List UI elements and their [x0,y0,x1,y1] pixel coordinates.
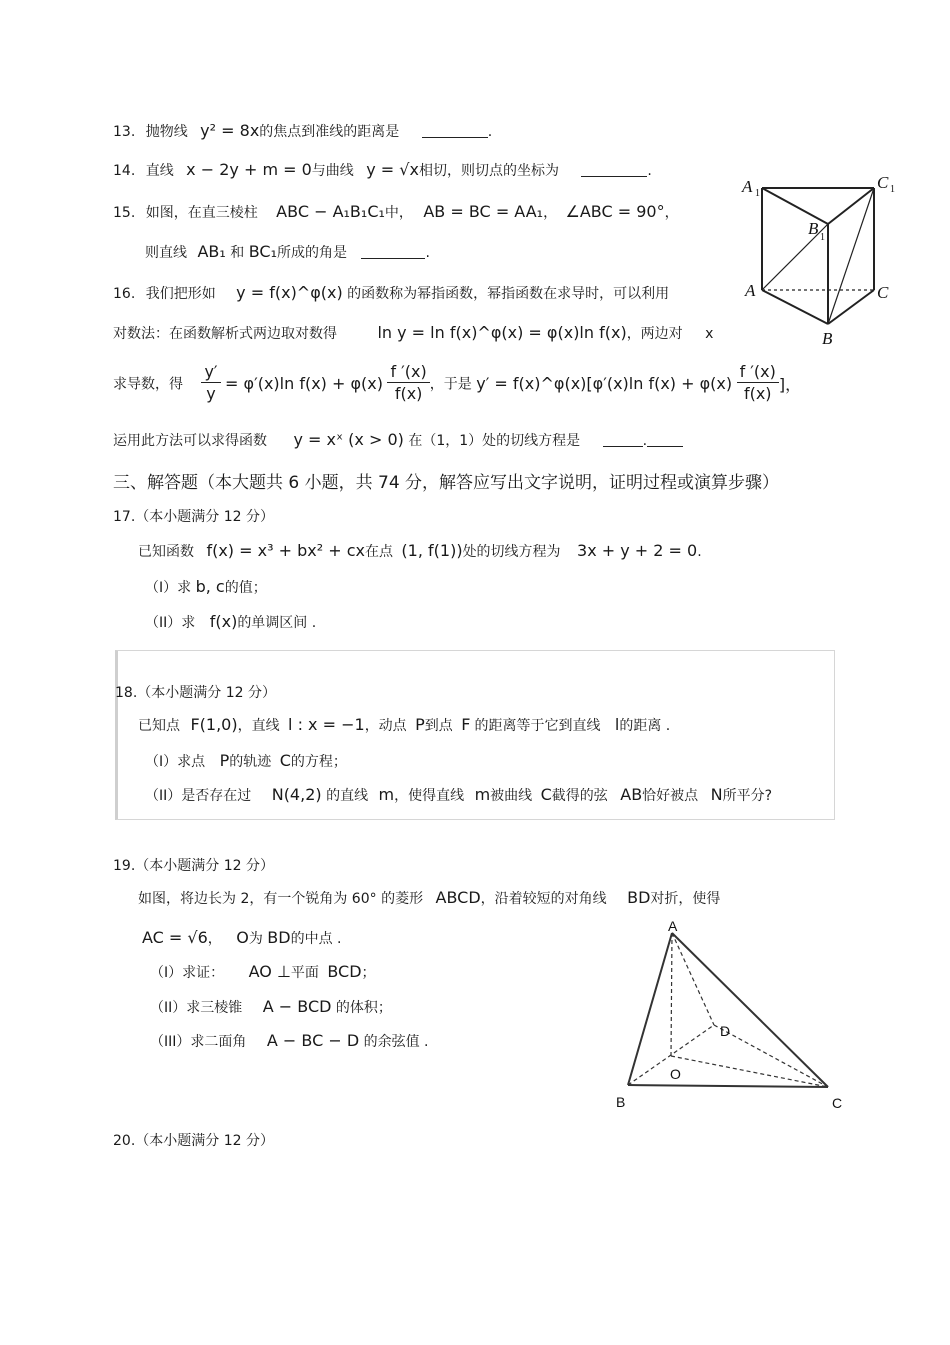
label-A: A [745,281,756,300]
question-19-part2: （II）求三棱锥 A − BCD 的体积； [150,997,392,1016]
question-16-line2: 对数法：在函数解析式两边取对数得 ln y = ln f(x)^φ(x) = φ(x)ln f(x)，两边对 x [113,323,714,342]
fraction-y-prime: $\frac{y'}{y}$ [201,362,220,405]
label-D: D [720,1023,731,1039]
label-C: C [877,283,889,302]
q13-parabola: y² = 8x [200,121,260,140]
svg-text:1: 1 [820,232,825,243]
label-A: A [668,918,678,934]
question-18-part2: （II）是否存在过 N(4,2) 的直线 m，使得直线 m被曲线 C截得的弦 AB恰好被点 N所平分? [145,785,773,804]
question-14: 14. 直线 x − 2y + m = 0与曲线 y = √x相切，则切点的坐标为 . [113,160,652,179]
question-13: 13. 抛物线 y² = 8x的焦点到准线的距离是 . [113,121,493,140]
answer-blank[interactable] [581,162,647,177]
question-17-line1: 已知函数 f(x) = x³ + bx² + cx在点 (1, f(1))处的切线方程为 3x + y + 2 = 0. [138,541,702,560]
fraction-f-prime-2: $\frac{f '(x)}{f(x)}$ [737,362,779,405]
fraction-f-prime: $\frac{f '(x)}{f(x)}$ [387,362,429,405]
label-C: C [832,1095,843,1111]
question-15: 15. 如图，在直三棱柱 ABC − A₁B₁C₁中， AB = BC = AA₁， ∠ABC = 90°， [113,202,679,221]
pyramid-figure [610,915,855,1115]
label-B1: B [808,219,819,238]
answer-blank[interactable] [361,244,425,259]
question-19-line2: AC = √6， O为 BD的中点 . [142,928,342,947]
svg-text:1: 1 [755,188,760,199]
question-16-line3: 求导数，得 $\frac{y'}{y}$ = φ′(x)ln f(x) + φ(x) $\frac{f '(x)}{f(x)}$ ，于是 y′ = f(x)^φ(x)[φ′(x)ln f(x) + φ(x) $\frac{f '(x)}{f(x)}$ ]， [113,362,802,403]
label-B: B [616,1094,626,1110]
svg-text:1: 1 [890,184,895,195]
section-3-title: 三、解答题（本大题共 6 小题，共 74 分，解答应写出文字说明，证明过程或演算步骤） [113,473,780,493]
question-17-part1: （I）求 b, c的值； [145,577,267,596]
question-16-line4: 运用此方法可以求得函数 y = xˣ (x > 0) 在（1，1）处的切线方程是 . [113,430,683,450]
label-O: O [670,1066,681,1082]
question-19-part3: （III）求二面角 A − BC − D 的余弦值 . [150,1031,429,1050]
question-19-line1: 如图，将边长为 2，有一个锐角为 60° 的菱形 ABCD，沿着较短的对角线 BD对折，使得 [138,888,721,907]
question-18-header: 18.（本小题满分 12 分） [115,685,276,701]
question-19-part1: （I）求证： AO ⊥平面 BCD； [150,962,376,981]
question-20-header: 20.（本小题满分 12 分） [113,1133,274,1149]
question-17-part2: （II）求 f(x)的单调区间 . [145,612,317,631]
label-A1: A [742,177,753,196]
question-18-part1: （I）求点 P的轨迹 C的方程； [145,751,347,770]
answer-blank[interactable] [422,123,488,138]
question-17-header: 17.（本小题满分 12 分） [113,509,274,525]
question-19-header: 19.（本小题满分 12 分） [113,858,274,874]
label-C1: C [877,173,889,192]
question-18-line1: 已知点 F(1,0)，直线 l : x = −1，动点 P到点 F 的距离等于它到直线 l的距离 . [138,715,671,734]
question-16: 16. 我们把形如 y = f(x)^φ(x) 的函数称为幂指函数，幂指函数在求导时，可以利用 [113,283,670,302]
answer-blank[interactable] [603,432,643,447]
prism-figure [736,168,902,350]
question-15-line2: 则直线 AB₁ 和 BC₁所成的角是 . [145,242,430,261]
label-B: B [822,329,833,348]
